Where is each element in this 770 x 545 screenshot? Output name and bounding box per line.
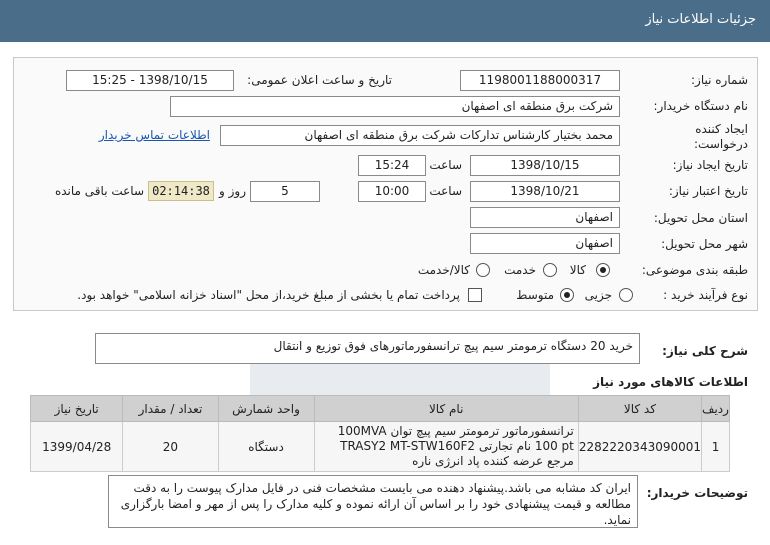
items-section-title: اطلاعات کالاهای مورد نیاز	[593, 375, 748, 389]
items-table	[30, 395, 730, 472]
category-both-label: کالا/خدمت	[417, 263, 470, 277]
category-service-label: خدمت	[504, 263, 536, 277]
process-medium-label: متوسط	[516, 288, 554, 302]
item-name: ترانسفورماتور ترمومتر سیم پیچ توان 100MVA 100 pt نام تجارتی TRASY2 MT-STW160F2 مرجع عرضه کننده پاد انرژی ناره	[314, 422, 578, 472]
process-medium-radio[interactable]	[560, 288, 574, 302]
created-date-field: 1398/10/15	[470, 155, 620, 176]
buyer-notes-label: توضیحات خریدار:	[646, 486, 748, 500]
valid-date-field: 1398/10/21	[470, 181, 620, 202]
treasury-payment-note: پرداخت تمام یا بخشی از مبلغ خرید،از محل "اسناد خزانه اسلامی" خواهد بود.	[77, 288, 460, 302]
buyer-contact-link[interactable]: اطلاعات تماس خریدار	[98, 128, 210, 142]
city-label: شهر محل تحویل:	[661, 237, 748, 251]
category-goods-label: کالا	[569, 263, 586, 277]
summary-field: خرید 20 دستگاه ترمومتر سیم پیچ ترانسفورماتورهای فوق توزیع و انتقال	[95, 333, 640, 364]
announce-datetime-field: 1398/10/15 - 15:25	[66, 70, 234, 91]
remaining-label: ساعت باقی مانده	[54, 184, 144, 198]
col-date: تاریخ نیاز	[31, 396, 123, 422]
buyer-label: نام دستگاه خریدار:	[653, 99, 748, 113]
days-field: 5	[250, 181, 320, 202]
process-minor-radio[interactable]	[619, 288, 633, 302]
category-label: طبقه بندی موضوعی:	[641, 263, 748, 277]
row-number: 1	[702, 422, 730, 472]
col-row: ردیف	[702, 396, 730, 422]
item-code: 2282220343090001	[578, 422, 701, 472]
summary-label: شرح کلی نیاز:	[662, 344, 748, 358]
need-number-field: 1198001188000317	[460, 70, 620, 91]
creator-label-2: درخواست:	[694, 137, 748, 151]
category-goods-radio[interactable]	[596, 263, 610, 277]
category-service-radio[interactable]	[543, 263, 557, 277]
item-unit: دستگاه	[218, 422, 314, 472]
item-date: 1399/04/28	[31, 422, 123, 472]
province-label: استان محل تحویل:	[653, 211, 748, 225]
announce-label: تاریخ و ساعت اعلان عمومی:	[247, 73, 392, 87]
col-name: نام کالا	[314, 396, 578, 422]
days-label: روز و	[219, 184, 246, 198]
created-time-label: ساعت	[429, 158, 462, 172]
buyer-name-field: شرکت برق منطقه ای اصفهان	[170, 96, 620, 117]
need-number-label: شماره نیاز:	[691, 73, 748, 87]
created-date-label: تاریخ ایجاد نیاز:	[672, 158, 748, 172]
city-field: اصفهان	[470, 233, 620, 254]
col-code: کد کالا	[578, 396, 701, 422]
buyer-notes-field: ایران کد مشابه می باشد.پیشنهاد دهنده می بایست مشخصات فنی در فایل مدارک پیوست را به دقت مطالعه و قیمت پیشنهادی خود را بر اساس آن ارائه نموده و کلیه مدارک را پس از مهر و امضا بارگزاری نماید.	[108, 475, 638, 528]
col-unit: واحد شمارش	[218, 396, 314, 422]
process-minor-label: جزیی	[584, 288, 612, 302]
creator-field: محمد بختیار کارشناس تدارکات شرکت برق منطقه ای اصفهان	[220, 125, 620, 146]
page-header	[0, 0, 770, 42]
process-label: نوع فرآیند خرید :	[663, 288, 748, 302]
table-row	[31, 422, 730, 472]
province-field: اصفهان	[470, 207, 620, 228]
page-title: جزئیات اطلاعات نیاز	[645, 12, 756, 27]
creator-label: ایجاد کننده	[695, 122, 748, 136]
item-qty: 20	[123, 422, 218, 472]
valid-time-label: ساعت	[429, 184, 462, 198]
treasury-payment-checkbox[interactable]	[468, 288, 482, 302]
created-time-field: 15:24	[358, 155, 426, 176]
category-both-radio[interactable]	[476, 263, 490, 277]
valid-date-label: تاریخ اعتبار نیاز:	[668, 184, 748, 198]
remaining-timer: 02:14:38	[148, 181, 214, 201]
col-qty: تعداد / مقدار	[123, 396, 218, 422]
items-table-header	[31, 396, 730, 422]
valid-time-field: 10:00	[358, 181, 426, 202]
